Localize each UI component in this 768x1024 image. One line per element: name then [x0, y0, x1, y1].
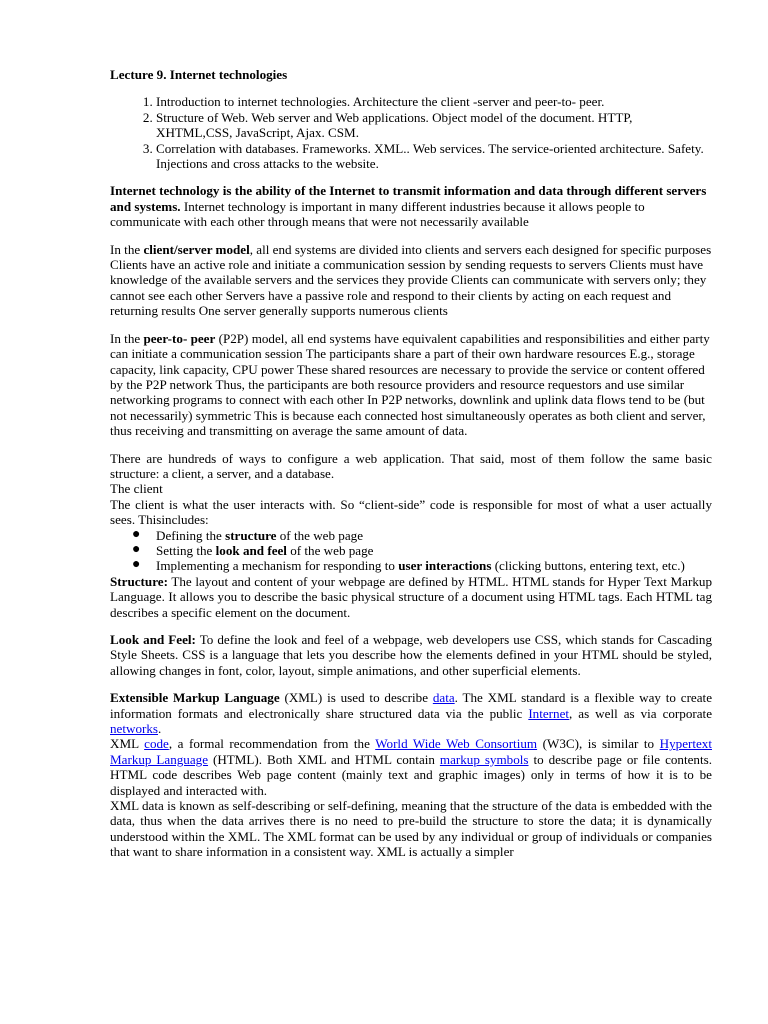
structure-term: Structure:	[110, 573, 168, 589]
client-heading: The client	[110, 481, 163, 497]
link-internet[interactable]: Internet	[528, 705, 570, 721]
text-span: , a formal recommendation from the	[168, 736, 376, 752]
link-html[interactable]: Hypertext Markup Language	[110, 736, 712, 767]
structure-text: The layout and content of your webpage are defined by HTML. HTML stands for Hyper Text Markup Language. It allows you to describe the basic physical structure of a document using HTML tags. Each HTML tag describes a specific element on the document.	[110, 573, 712, 620]
xml-paragraph	[110, 690, 712, 736]
bold-term: structure	[225, 527, 277, 543]
look-feel-text: To define the look and feel of a webpage, web developers use CSS, which stands for Cascading Style Sheets. CSS is a language that lets you describe how the elements defined in your HTML should be styled, allowing changes in font, color, layout, simple animations, and other superficial elements.	[110, 632, 712, 678]
text-span: In the	[110, 241, 144, 257]
text-span: , as well as via corporate	[569, 705, 713, 721]
text-span: (XML) is used to describe	[279, 690, 433, 706]
text-span: (W3C), is similar to	[537, 736, 660, 752]
client-server-paragraph	[110, 242, 712, 319]
client-server-term: client/server model	[143, 241, 250, 257]
text-span: of the web page	[276, 527, 364, 543]
xml-self-describing-paragraph: XML data is known as self-describing or self-defining, meaning that the structure of the data is embedded with the data, thus when the data arrives there is no need to pre-build the structure to store the data; it is dynamically understood within the XML. The XML format can be used by any individual or group of individuals or companies that want to share information in a consistent way. XML is actually a simpler	[110, 798, 712, 860]
text-span: Setting the	[156, 542, 216, 558]
xml-code-paragraph	[110, 736, 712, 798]
intro-text: Internet technology is important in many different industries because it allows people to communicate with each other through means that were not necessarily available	[110, 198, 645, 230]
text-span: .	[158, 721, 162, 737]
lecture-outline	[110, 94, 712, 171]
web-app-paragraph: There are hundreds of ways to configure a web application. That said, most of them follow the same basic structure: a client, a server, and a database.	[110, 450, 712, 481]
p2p-term: peer-to- peer	[143, 330, 216, 346]
text-span: Implementing a mechanism for responding to	[156, 558, 399, 574]
document-page	[110, 67, 712, 860]
lecture-title: Lecture 9. Internet technologies	[110, 67, 288, 82]
bullet-icon: ●	[132, 557, 141, 573]
list-item	[132, 557, 712, 574]
bullet-icon: ●	[132, 541, 141, 557]
link-markup-symbols[interactable]: markup symbols	[439, 751, 529, 767]
outline-item: 2. Structure of Web. Web server and Web applications. Object model of the document. HTTP, XHTML,CSS, JavaScript, Ajax. CSM.	[156, 110, 712, 141]
outline-item: 1. Introduction to internet technologies. Architecture the client -server and peer-to- peer.	[156, 94, 712, 109]
bold-term: user interactions	[398, 558, 492, 574]
text-span: (HTML). Both XML and HTML contain	[208, 751, 440, 767]
xml-term: Extensible Markup Language	[110, 690, 280, 706]
bold-term: look and feel	[215, 542, 287, 558]
link-code[interactable]: code	[144, 736, 169, 752]
text-span: Defining the	[156, 527, 226, 543]
intro-bold: Internet technology is the ability of the Internet to transmit information and data through different servers and systems.	[110, 183, 707, 214]
structure-paragraph	[110, 574, 712, 620]
client-bullet-list	[110, 528, 712, 574]
look-feel-paragraph	[110, 632, 712, 678]
client-server-text: , all end systems are divided into clients and servers each designed for specific purposes Clients have an active role and initiate a communication session by sending requests to servers Clients must have knowledge of the available servers and the services they provide Clients can communicate with servers only; they cannot see each other Servers have a passive role and respond to their clients by acting on each request and returning results One server generally supports numerous clients	[110, 241, 712, 319]
link-data[interactable]: data	[432, 690, 455, 706]
link-networks[interactable]: networks	[110, 721, 159, 737]
p2p-paragraph	[110, 331, 712, 439]
text-span: In the	[110, 330, 144, 346]
list-item	[132, 541, 712, 558]
intro-paragraph	[110, 183, 712, 229]
text-span: (clicking buttons, entering text, etc.)	[491, 558, 685, 574]
client-paragraph: The client is what the user interacts with. So “client-side” code is responsible for most of what a user actually sees. Thisincludes:	[110, 496, 712, 528]
p2p-text: (P2P) model, all end systems have equivalent capabilities and responsibilities and either party can initiate a communication session The participants share a part of their own hardware resources E.g., storage capacity, link capacity, CPU power These shared resources are necessary to provide the service or content offered by the P2P network Thus, the participants are both resource providers and resource requestors and use similar networking programs to connect with each other In P2P networks, downlink and uplink data flows tend to be (but not necessarily) symmetric This is because each connected host simultaneously operates as both client and server, thus receiving and transmitting on average the same amount of data.	[110, 330, 710, 439]
link-w3c[interactable]: World Wide Web Consortium	[375, 736, 538, 752]
text-span: XML	[110, 736, 145, 752]
text-span: of the web page	[286, 542, 374, 558]
text-span: to describe page or file contents. HTML code describes Web page content (mainly text and graphic images) only in terms of how it is to be displayed and interacted with.	[110, 751, 712, 798]
outline-item: 3. Correlation with databases. Frameworks. XML.. Web services. The service-oriented architecture. Safety. Injections and cross attacks to the website.	[156, 141, 712, 172]
look-feel-term: Look and Feel:	[110, 632, 196, 647]
bullet-icon: ●	[132, 526, 141, 542]
text-span: . The XML standard is a flexible way to create information formats and electronically share structured data via the public	[110, 690, 713, 721]
list-item	[132, 526, 712, 543]
